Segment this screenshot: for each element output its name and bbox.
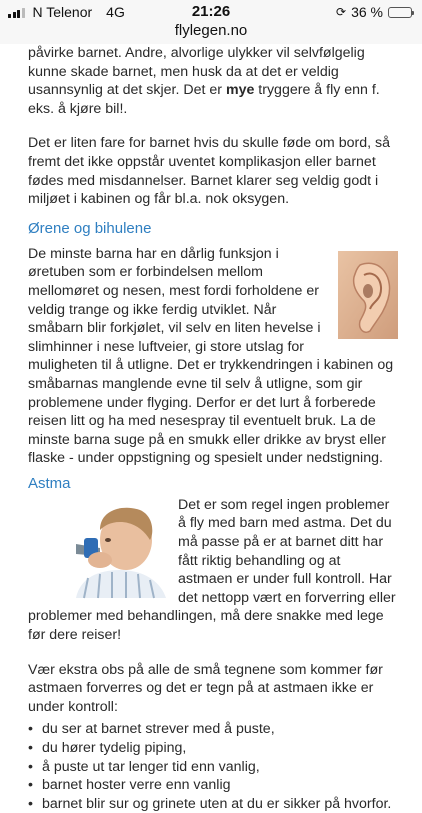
warning-signs-list bbox=[28, 720, 398, 813]
paragraph-ears: De minste barna har en dårlig funksjon i øretuben som er forbindelsen mellom mellomøret og nesen, mest fordi forholdene er veldig trange og ikke ferdig utviklet. Når småbarn blir forkjølet, vil selv en liten hevelse i slimhinner i nese luftveier, gi store utslag for muligheten til å utligne. Det er trykkendringen i kabinen og småbarnas manglende evne til selv å utligne, som gir problemene under flyging. Derfor er det lurt å forberede reisen litt og ha med nesespray til eventuelt bruk. La de minste barna suge på en smukk eller drikke av bryst eller flaske - under oppstigning og spesielt under nedstigning. bbox=[28, 245, 394, 467]
child-inhaler-photo bbox=[36, 500, 168, 598]
paragraph-birth-onboard: Det er liten fare for barnet hvis du skulle føde om bord, så fremt det ikke oppstår uventet komplikasjon eller barnet fødes med misdannelser. Barnet klarer seg veldig godt i miljøet i kabinen og får bl.a. nok oksygen. bbox=[28, 135, 390, 208]
article-body bbox=[28, 44, 398, 813]
paragraph-warning-signs: Vær ekstra obs på alle de små tegnene som kommer før astmaen forverres og det er tegn på at astmaen ikke er under kontroll: bbox=[28, 661, 383, 715]
paragraph-safety bbox=[28, 44, 398, 118]
text-run: tryggere å fly enn f. eks. å kjøre bil!. bbox=[28, 82, 380, 117]
list-item: • barnet blir sur og grinete uten at du er sikker på hvorfor. bbox=[28, 795, 398, 813]
text-run: påvirke barnet. Andre, alvorlige ulykker vil selvfølgelig kunne skade barnet, men husk da at det er veldig usannsynlig at det skjer. Det er bbox=[28, 45, 365, 99]
list-item: • barnet hoster verre enn vanlig bbox=[28, 776, 398, 795]
list-item: • å puste ut tar lenger tid enn vanlig, bbox=[28, 758, 398, 777]
clock: 21:26 bbox=[191, 3, 231, 20]
battery-percent: 36 % bbox=[351, 4, 383, 20]
paragraph-asthma: Det er som regel ingen problemer å fly med barn med astma. Det du må passe på er at barnet ditt har fått riktig behandling og at astmaen er under full kontroll. Har det nettopp vært en forverring eller problemer med behandlingen, må dere snakke med lege før dere reiser! bbox=[28, 496, 396, 644]
list-item: • du ser at barnet strever med å puste, bbox=[28, 720, 398, 739]
battery-icon bbox=[388, 7, 412, 18]
carrier-name: N Telenor bbox=[32, 4, 93, 20]
emphasis-text: mye bbox=[225, 82, 255, 99]
url-bar[interactable]: flylegen.no bbox=[174, 22, 248, 39]
section-heading-ears: Ørene og bihulene bbox=[28, 219, 152, 237]
ear-photo bbox=[338, 251, 398, 339]
status-bar bbox=[0, 0, 422, 44]
network-type: 4G bbox=[106, 4, 125, 20]
status-right bbox=[336, 4, 412, 20]
rotation-lock-icon: ⟳ bbox=[336, 5, 347, 19]
list-item: • du hører tydelig piping, bbox=[28, 739, 398, 758]
section-heading-asthma: Astma bbox=[28, 474, 71, 492]
